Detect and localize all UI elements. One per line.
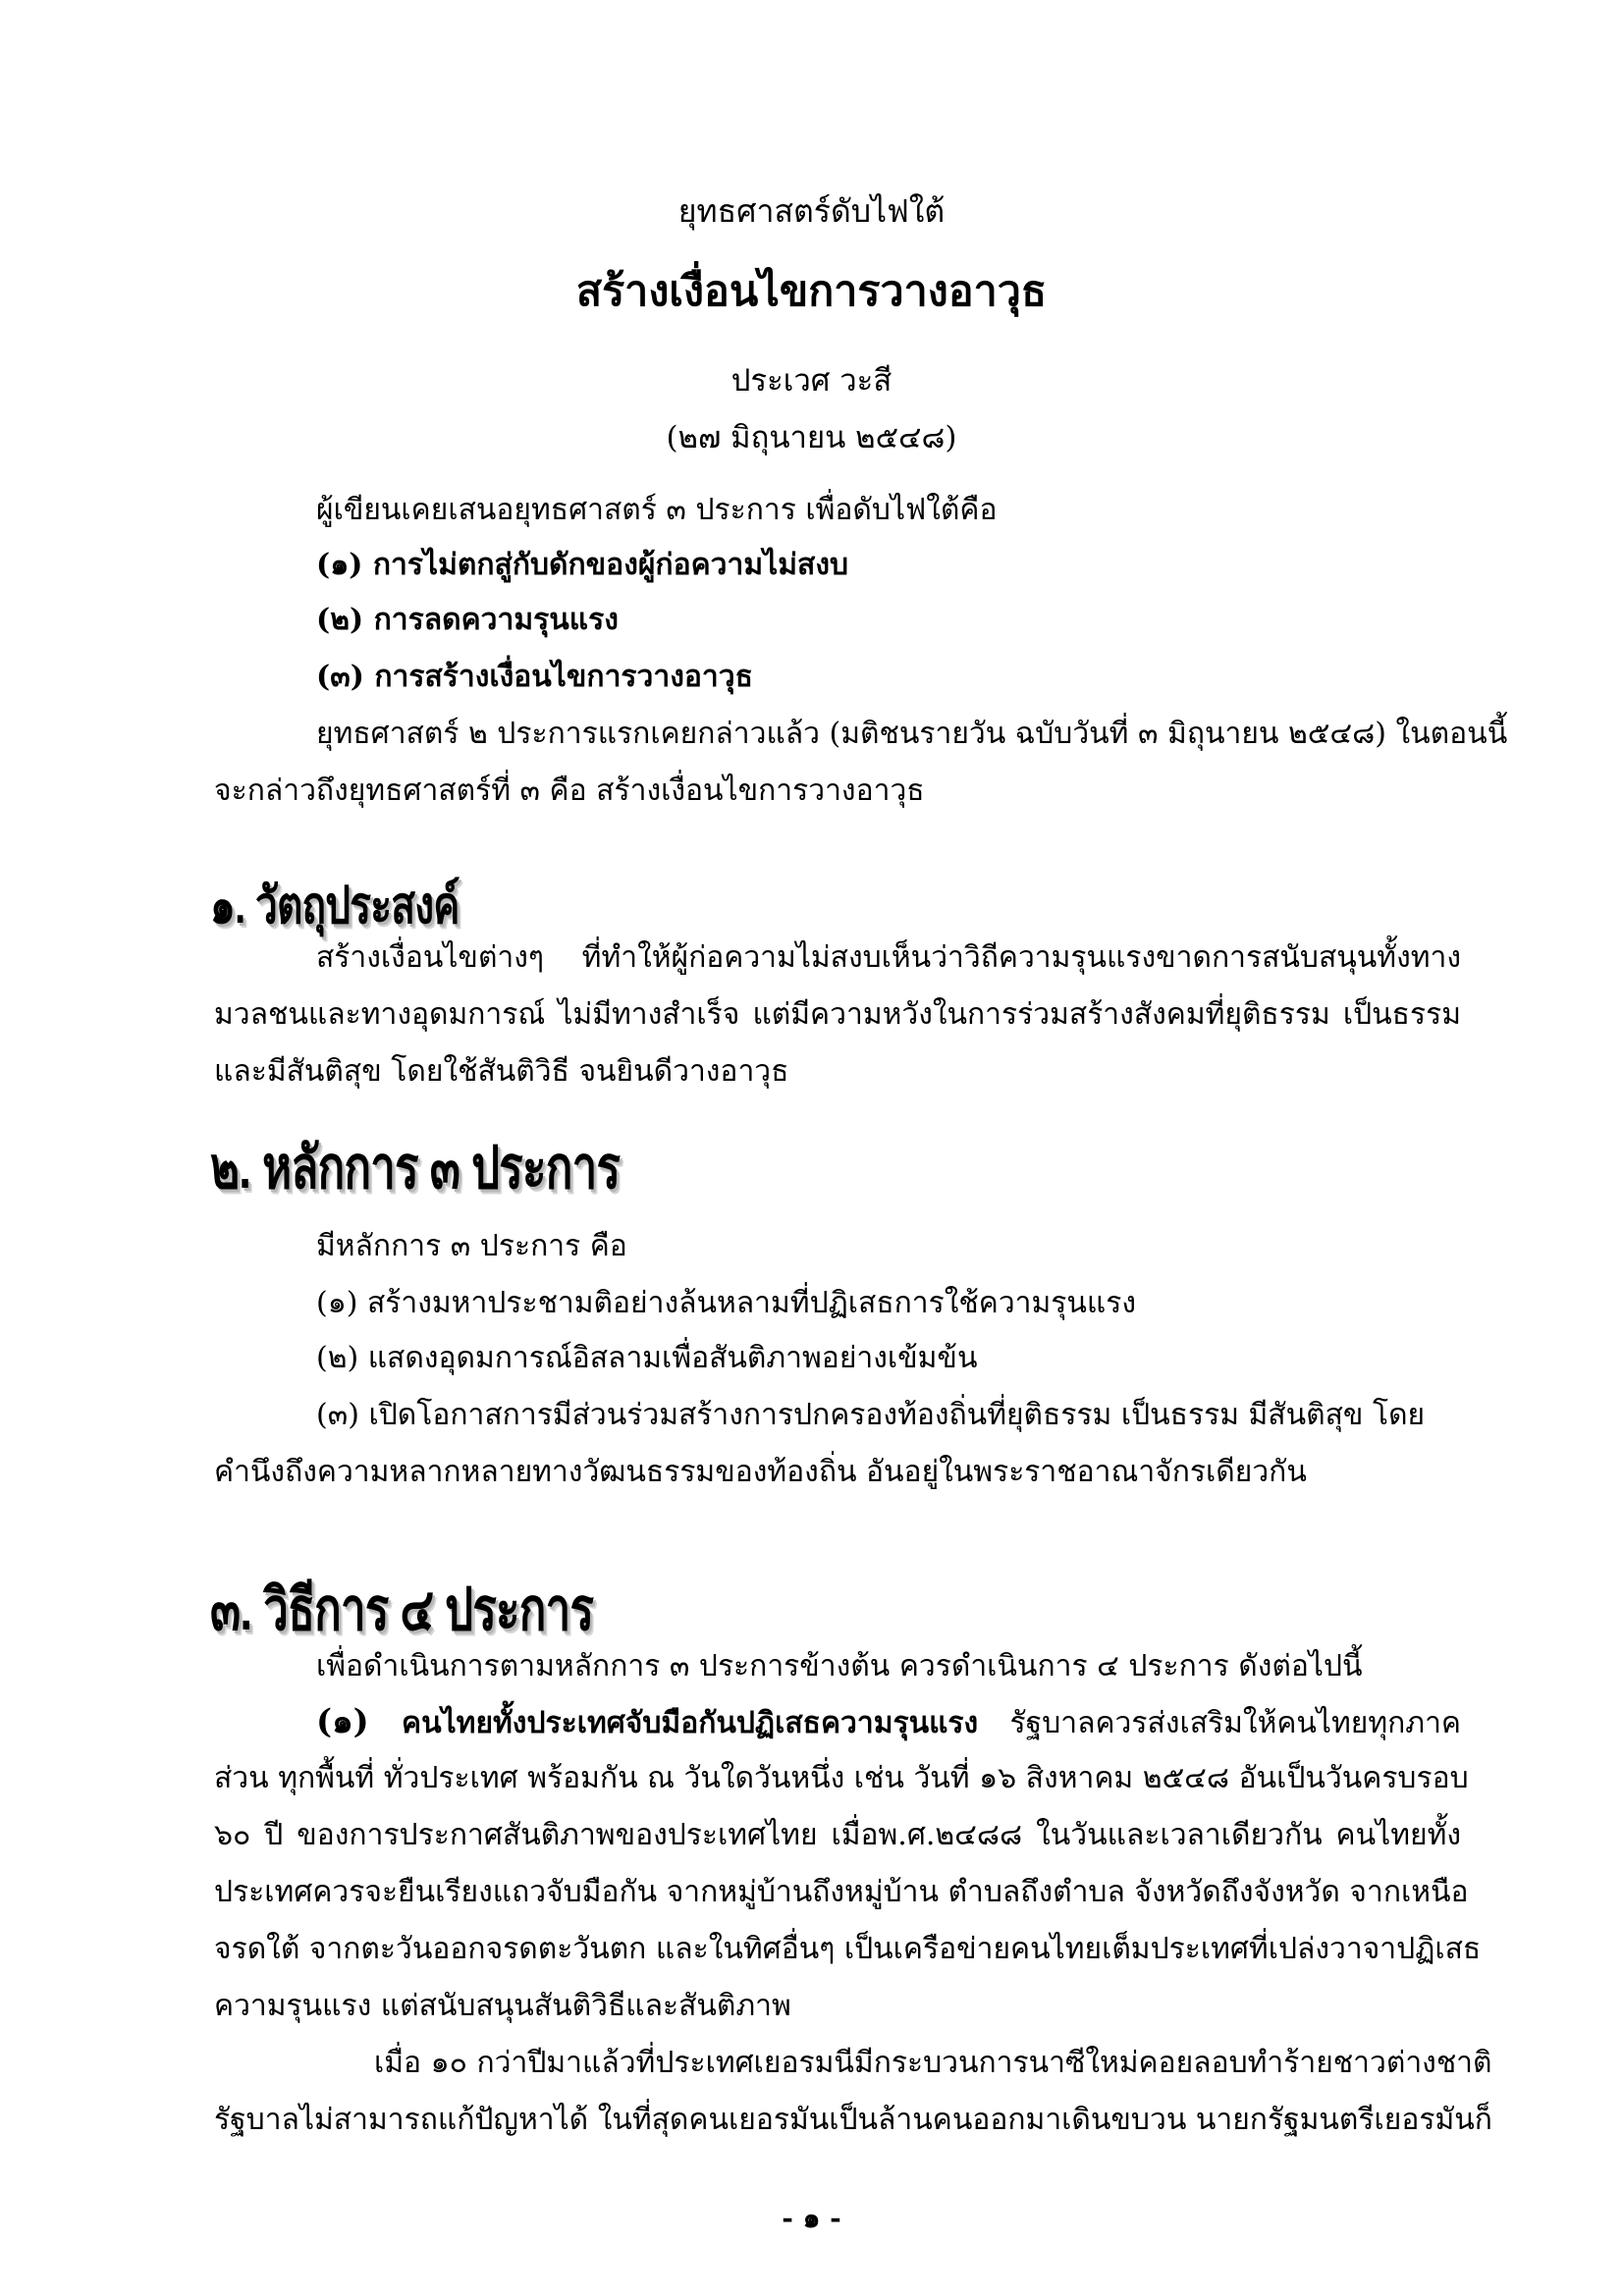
intro-item-1: (๑) การไม่ตกสู่กับดักของผู้ก่อความไม่สงบ — [316, 548, 849, 582]
section-2-lead: มีหลักการ ๓ ประการ คือ — [316, 1229, 627, 1263]
point-1-text: รัฐบาลควรส่งเสริมให้คนไทยทุกภาค — [978, 1706, 1461, 1740]
section-3-point-1-line-5: จรดใต้ จากตะวันออกจรดตะวันตก และในทิศอื่นๆ เป็นเครือข่ายคนไทยเต็มประเทศที่เปล่งวาจาปฏิเสธ — [214, 1932, 1482, 1966]
section-2-item-2: (๒) แสดงอุดมการณ์อิสลามเพื่อสันติภาพอย่างเข้มข้น — [316, 1341, 978, 1375]
intro-item-2: (๒) การลดความรุนแรง — [316, 603, 619, 637]
section-1-heading: ๑. วัตถุประสงค์ — [210, 878, 460, 934]
section-2-item-3-line-1: (๓) เปิดโอกาสการมีส่วนร่วมสร้างการปกครองท้องถิ่นที่ยุติธรรม เป็นธรรม มีสันติสุข โดย — [316, 1398, 1426, 1432]
section-1-line-1: สร้างเงื่อนไขต่างๆ ที่ทำให้ผู้ก่อความไม่สงบเห็นว่าวิถีความรุนแรงขาดการสนับสนุนทั้งทาง — [316, 940, 1461, 975]
document-pretitle: ยุทธศาสตร์ดับไฟใต้ — [677, 192, 946, 230]
page-number: - ๑ - — [782, 2202, 841, 2234]
section-3-point-1-line-4: ประเทศควรจะยืนเรียงแถวจับมือกัน จากหมู่บ้านถึงหมู่บ้าน ตำบลถึงตำบล จังหวัดถึงจังหวัด จากเหนือ — [214, 1875, 1469, 1909]
section-3-paragraph-2-line-1: เมื่อ ๑๐ กว่าปีมาแล้วที่ประเทศเยอรมนีมีกระบวนการนาซีใหม่คอยลอบทำร้ายชาวต่างชาติ — [374, 2046, 1492, 2080]
document-author: ประเวศ วะสี — [730, 363, 893, 399]
section-2-item-1: (๑) สร้างมหาประชามติอย่างล้นหลามที่ปฏิเสธการใช้ความรุนแรง — [316, 1286, 1137, 1320]
section-3-point-1-line-1 — [316, 1702, 1461, 1743]
intro-lead: ผู้เขียนเคยเสนอยุทธศาสตร์ ๓ ประการ เพื่อดับไฟใต้คือ — [316, 493, 998, 527]
section-3-heading: ๓. วิธีการ ๔ ประการ — [210, 1576, 594, 1642]
point-1-number: (๑) — [316, 1702, 369, 1741]
intro-item-3: (๓) การสร้างเงื่อนไขการวางอาวุธ — [316, 660, 753, 694]
document-date: (๒๗ มิถุนายน ๒๕๔๘) — [666, 420, 957, 455]
section-2-item-3-line-2: คำนึงถึงความหลากหลายทางวัฒนธรรมของท้องถิ่น อันอยู่ในพระราชอาณาจักรเดียวกัน — [214, 1455, 1307, 1489]
section-3-lead: เพื่อดำเนินการตามหลักการ ๓ ประการข้างต้น ควรดำเนินการ ๔ ประการ ดังต่อไปนี้ — [316, 1649, 1363, 1683]
section-2-heading: ๒. หลักการ ๓ ประการ — [210, 1135, 621, 1201]
section-3-paragraph-2-line-2: รัฐบาลไม่สามารถแก้ปัญหาได้ ในที่สุดคนเยอรมันเป็นล้านคนออกมาเดินขบวน นายกรัฐมนตรีเยอรมันก็ — [214, 2103, 1492, 2137]
section-3-point-1-line-6: ความรุนแรง แต่สนับสนุนสันติวิธีและสันติภาพ — [214, 1989, 791, 2023]
section-3-point-1-line-2: ส่วน ทุกพื้นที่ ทั่วประเทศ พร้อมกัน ณ วันใดวันหนึ่ง เช่น วันที่ ๑๖ สิงหาคม ๒๕๔๘ อันเป็นวันครบรอบ — [214, 1761, 1469, 1795]
point-1-title: คนไทยทั้งประเทศจับมือกันปฏิเสธความรุนแรง — [368, 1706, 979, 1740]
document-title: สร้างเงื่อนไขการวางอาวุธ — [575, 267, 1048, 316]
section-1-line-2: มวลชนและทางอุดมการณ์ ไม่มีทางสำเร็จ แต่มีความหวังในการร่วมสร้างสังคมที่ยุติธรรม เป็นธรรม — [214, 997, 1461, 1032]
intro-paragraph-line-2: จะกล่าวถึงยุทธศาสตร์ที่ ๓ คือ สร้างเงื่อนไขการวางอาวุธ — [214, 774, 925, 808]
section-1-line-3: และมีสันติสุข โดยใช้สันติวิธี จนยินดีวางอาวุธ — [214, 1054, 789, 1089]
intro-paragraph-line-1: ยุทธศาสตร์ ๒ ประการแรกเคยกล่าวแล้ว (มติชนรายวัน ฉบับวันที่ ๓ มิถุนายน ๒๕๔๘) ในตอนนี้ — [316, 717, 1508, 751]
section-3-point-1-line-3: ๖๐ ปี ของการประกาศสันติภาพของประเทศไทย เมื่อพ.ศ.๒๔๘๘ ในวันและเวลาเดียวกัน คนไทยทั้ง — [214, 1818, 1461, 1852]
